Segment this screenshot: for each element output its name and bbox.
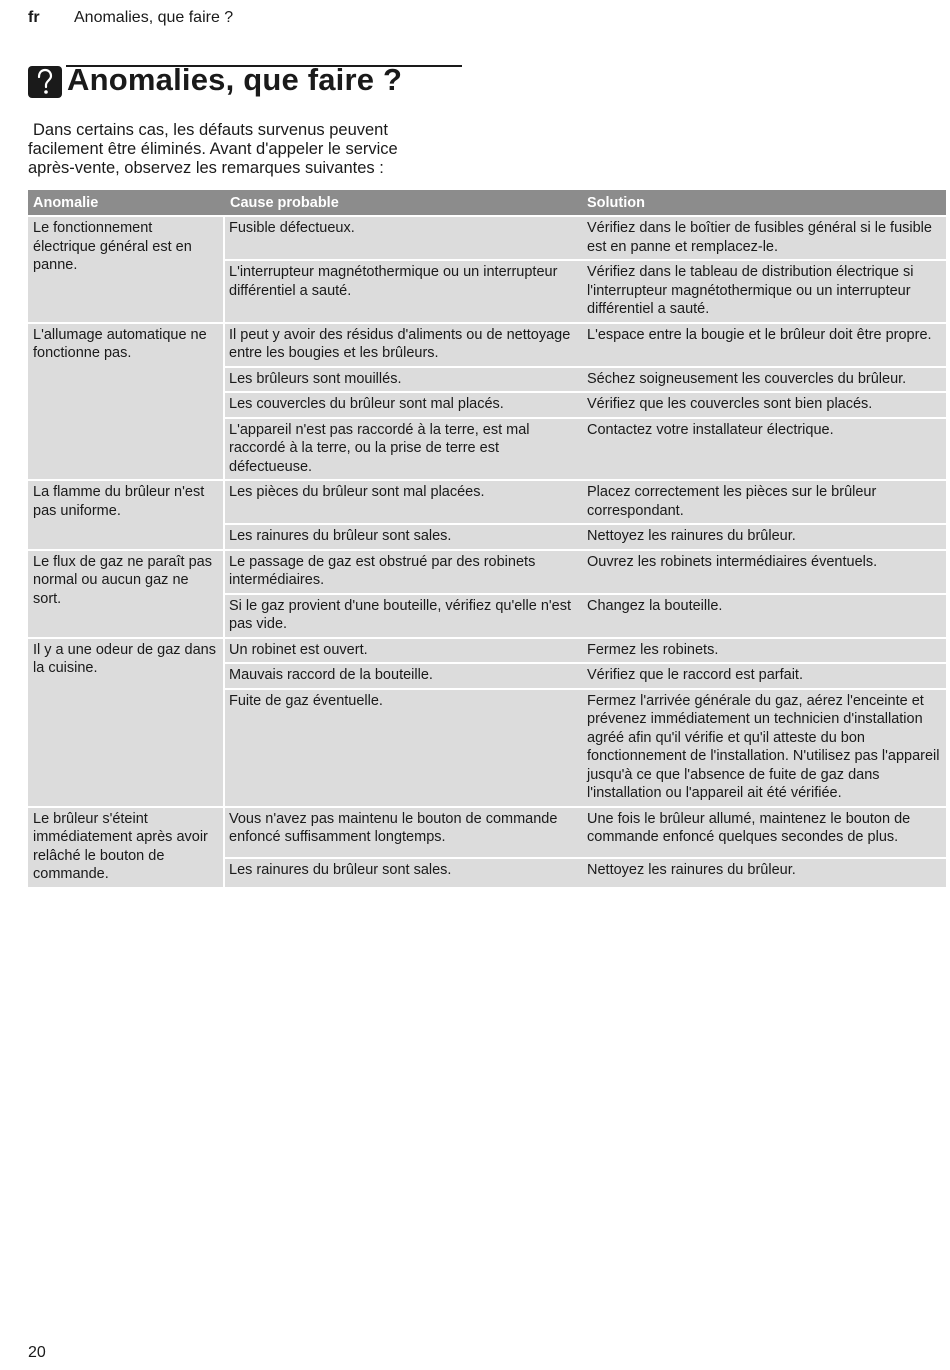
anomaly-cell: Le brûleur s'éteint immédiatement après avoir relâché le bouton de commande. bbox=[28, 808, 225, 889]
solution-cell: Ouvrez les robinets intermédiaires éventuels. bbox=[582, 551, 946, 595]
table-row bbox=[28, 551, 946, 595]
cause-cell: Les rainures du brûleur sont sales. bbox=[225, 525, 582, 551]
anomaly-cell: Le fonctionnement électrique général est en panne. bbox=[28, 217, 225, 324]
table-row bbox=[28, 808, 946, 859]
anomaly-cell: Il y a une odeur de gaz dans la cuisine. bbox=[28, 639, 225, 808]
anomaly-cell: L'allumage automatique ne fonctionne pas. bbox=[28, 324, 225, 482]
cause-cell: Le passage de gaz est obstrué par des robinets intermédiaires. bbox=[225, 551, 582, 595]
cause-cell: Les pièces du brûleur sont mal placées. bbox=[225, 481, 582, 525]
solution-cell: Une fois le brûleur allumé, maintenez le bouton de commande enfoncé quelques secondes de plus. bbox=[582, 808, 946, 859]
solution-cell: Vérifiez que le raccord est parfait. bbox=[582, 664, 946, 690]
cause-cell: Fuite de gaz éventuelle. bbox=[225, 690, 582, 808]
page-number: 20 bbox=[28, 1344, 46, 1361]
table-row bbox=[28, 217, 946, 261]
cause-cell: Si le gaz provient d'une bouteille, vérifiez qu'elle n'est pas vide. bbox=[225, 595, 582, 639]
solution-cell: Fermez l'arrivée générale du gaz, aérez l'enceinte et prévenez immédiatement un technicien d'installation agréé afin qu'il vérifie et qu'il atteste du bon fonctionnement de l'installation. N'utilisez pas l'appareil jusqu'à ce que l'absence de fuite de gaz dans l'installation ou l'appareil ait été vérifiée. bbox=[582, 690, 946, 808]
table-header-row bbox=[28, 190, 946, 217]
cause-cell: L'appareil n'est pas raccordé à la terre, est mal raccordé à la terre, ou la prise de terre est défectueuse. bbox=[225, 419, 582, 482]
intro-paragraph: Dans certains cas, les défauts survenus peuvent facilement être éliminés. Avant d'appeler le service après-vente, observez les remarques suivantes : bbox=[28, 121, 398, 177]
table-row bbox=[28, 481, 946, 525]
solution-cell: Fermez les robinets. bbox=[582, 639, 946, 665]
anomaly-cell: Le flux de gaz ne paraît pas normal ou aucun gaz ne sort. bbox=[28, 551, 225, 639]
solution-cell: Changez la bouteille. bbox=[582, 595, 946, 639]
solution-cell: L'espace entre la bougie et le brûleur doit être propre. bbox=[582, 324, 946, 368]
cause-cell: Vous n'avez pas maintenu le bouton de commande enfoncé suffisamment longtemps. bbox=[225, 808, 582, 859]
cause-cell: Fusible défectueux. bbox=[225, 217, 582, 261]
solution-cell: Nettoyez les rainures du brûleur. bbox=[582, 859, 946, 889]
solution-cell: Placez correctement les pièces sur le brûleur correspondant. bbox=[582, 481, 946, 525]
cause-cell: Les brûleurs sont mouillés. bbox=[225, 368, 582, 394]
solution-cell: Séchez soigneusement les couvercles du brûleur. bbox=[582, 368, 946, 394]
solution-cell: Vérifiez dans le tableau de distribution électrique si l'interrupteur magnétothermique ou un interrupteur différentiel a sauté. bbox=[582, 261, 946, 324]
solution-cell: Nettoyez les rainures du brûleur. bbox=[582, 525, 946, 551]
solution-cell: Vérifiez que les couvercles sont bien placés. bbox=[582, 393, 946, 419]
question-mark-icon bbox=[28, 66, 62, 98]
solution-cell: Vérifiez dans le boîtier de fusibles général si le fusible est en panne et remplacez-le. bbox=[582, 217, 946, 261]
table-row bbox=[28, 639, 946, 665]
table-row bbox=[28, 324, 946, 368]
header-anomaly: Anomalie bbox=[28, 190, 225, 217]
cause-cell: Un robinet est ouvert. bbox=[225, 639, 582, 665]
header-language: fr bbox=[28, 9, 40, 26]
anomaly-cell: La flamme du brûleur n'est pas uniforme. bbox=[28, 481, 225, 551]
page-title: Anomalies, que faire ? bbox=[67, 62, 403, 97]
cause-cell: Mauvais raccord de la bouteille. bbox=[225, 664, 582, 690]
header-section-title: Anomalies, que faire ? bbox=[74, 9, 234, 26]
cause-cell: L'interrupteur magnétothermique ou un interrupteur différentiel a sauté. bbox=[225, 261, 582, 324]
cause-cell: Les couvercles du brûleur sont mal placés. bbox=[225, 393, 582, 419]
header-solution: Solution bbox=[582, 190, 946, 217]
cause-cell: Les rainures du brûleur sont sales. bbox=[225, 859, 582, 889]
solution-cell: Contactez votre installateur électrique. bbox=[582, 419, 946, 482]
header-cause: Cause probable bbox=[225, 190, 582, 217]
troubleshooting-table bbox=[28, 190, 946, 889]
cause-cell: Il peut y avoir des résidus d'aliments ou de nettoyage entre les bougies et les brûleurs. bbox=[225, 324, 582, 368]
